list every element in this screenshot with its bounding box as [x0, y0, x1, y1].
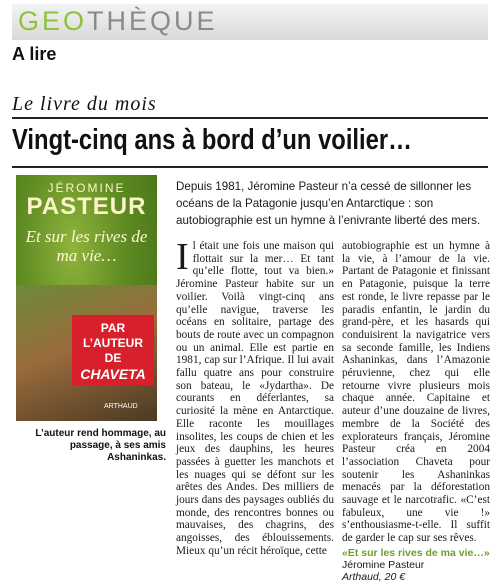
- cover-title: Et sur les rives de ma vie…: [25, 227, 148, 265]
- reference-author: Jéromine Pasteur: [342, 558, 425, 571]
- cover-author-first: JÉROMINE: [47, 181, 126, 195]
- divider-top: [12, 117, 488, 119]
- band-name: CHAVETA: [80, 366, 146, 382]
- band-line-2: L’AUTEUR: [83, 336, 143, 350]
- reference-publisher: Arthaud, 20 €: [342, 570, 406, 583]
- reference-title: «Et sur les rives de ma vie…»: [342, 546, 490, 559]
- headline: Vingt-cinq ans à bord d’un voilier…: [12, 124, 412, 156]
- section-label: Le livre du mois: [12, 93, 157, 115]
- brand-name: GEOTHÈQUE: [18, 6, 218, 36]
- divider-bottom: [12, 166, 488, 168]
- book-reference: [342, 547, 490, 583]
- cover-caption: L’auteur rend hommage, au passage, à ses amis Ashaninkas.: [35, 428, 166, 463]
- book-cover-image: [16, 175, 157, 421]
- cover-red-band: [72, 315, 154, 385]
- body-text-2: autobiographie est un hymne à la vie, à l’amour de la vie. Partant de Patagonie et finissant en Patagonie, puisque la terre est ronde, le livre repasse par le paradis enfantin, le jardin du grand-père, et les hasards qui conduisirent la navigatrice vers sa seconde famille, les Indiens Ashaninkas, dans l’Amazonie péruvienne, chez qui elle retourne vivre plusieurs mois chaque année. Capitaine et auteur d’une douzaine de livres, membre de la Société des explorateurs français, Jéromine Pasteur créa en 2004 l’association Chaveta pour soutenir les Ashaninkas menacés par la déforestation sauvage et le narcotrafic. «C’est fabuleux, une vie !» s’enthousiasme-t-elle. Il suffit de garder le cap sur ses rêves.: [342, 240, 490, 545]
- magazine-banner: [12, 4, 488, 40]
- rubric-title: A lire: [12, 44, 57, 64]
- intro-paragraph: Depuis 1981, Jéromine Pasteur n’a cessé de sillonner les océans de la Patagonie jusqu’en Antarctique : son autobiographie est un hymne à l’enivrante liberté des mers.: [176, 180, 481, 227]
- band-line-1: PAR: [100, 321, 126, 335]
- cover-author-last: PASTEUR: [26, 193, 147, 220]
- band-line-3: DE: [104, 351, 122, 365]
- drop-cap: I: [176, 236, 189, 278]
- cover-publisher: ARTHAUD: [104, 403, 138, 410]
- body-column-2: [342, 240, 490, 583]
- body-column-1: [176, 236, 334, 558]
- body-text-1: l était une fois une maison qui flottait sur la mer… Et tant qu’elle flotte, tout va bien.» Jéromine Pasteur habite sur un voilier. Voilà vingt-cinq ans qu’elle navigue, traverse les océans en solitaire, partage des bouts de route avec un compagnon ou un animal. Elle est partie en 1981, cap sur l’Afrique. Il lui avait fallu quatre ans pour construire son bateau, le «Jydartha». De courants en déferlantes, sa curiosité la mène en Antarctique. Elle raconte les mouillages insolites, les coups de chien et les jeux des dauphins, les heures passées à guetter les manchots et les nuages qui se défont sur les arêtes des Andes. Des milliers de jours dans des paysages oubliés du monde, des rencontres bonnes ou mauvaises, des chagrins, des angoisses, des éblouissements. Mieux qu’un récit héroïque, cette: [176, 240, 334, 557]
